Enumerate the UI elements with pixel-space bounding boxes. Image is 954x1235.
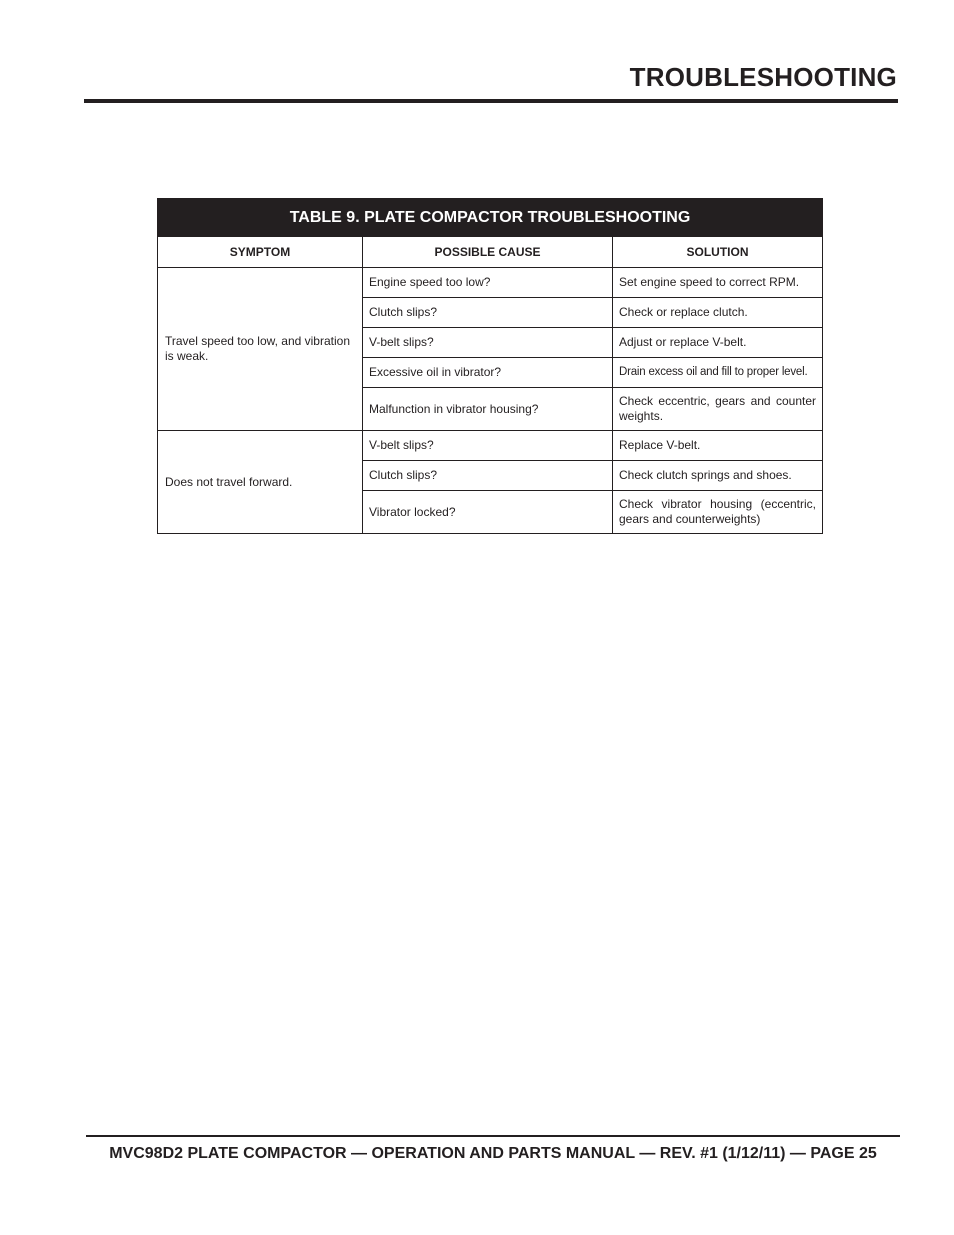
solution-cell: Check clutch springs and shoes. (613, 461, 823, 491)
cause-cell: Clutch slips? (363, 298, 613, 328)
cause-cell: Engine speed too low? (363, 268, 613, 298)
header-rule (84, 99, 898, 103)
troubleshooting-table-container (157, 198, 822, 534)
solution-cell: Check eccentric, gears and counter weights. (613, 388, 823, 431)
solution-cell: Drain excess oil and fill to proper level. (613, 358, 823, 388)
cause-cell: V-belt slips? (363, 328, 613, 358)
cause-cell: Clutch slips? (363, 461, 613, 491)
column-header-possible-cause: POSSIBLE CAUSE (363, 237, 613, 268)
cause-cell: Excessive oil in vibrator? (363, 358, 613, 388)
cause-cell: Malfunction in vibrator housing? (363, 388, 613, 431)
page-title: TROUBLESHOOTING (629, 62, 897, 92)
table-row (158, 431, 823, 461)
solution-cell: Adjust or replace V-belt. (613, 328, 823, 358)
solution-cell: Check vibrator housing (eccentric, gears and counterweights) (613, 491, 823, 534)
page-footer: MVC98D2 PLATE COMPACTOR — OPERATION AND PARTS MANUAL — REV. #1 (1/12/11) — PAGE 25 (109, 1145, 877, 1162)
cause-cell: Vibrator locked? (363, 491, 613, 534)
symptom-cell: Does not travel forward. (158, 431, 363, 534)
solution-cell: Check or replace clutch. (613, 298, 823, 328)
column-header-solution: SOLUTION (613, 237, 823, 268)
cause-cell: V-belt slips? (363, 431, 613, 461)
troubleshooting-table (157, 198, 823, 534)
solution-cell: Set engine speed to correct RPM. (613, 268, 823, 298)
column-header-symptom: SYMPTOM (158, 237, 363, 268)
footer-rule (86, 1135, 900, 1137)
solution-cell: Replace V-belt. (613, 431, 823, 461)
table-row (158, 268, 823, 298)
table-caption: TABLE 9. PLATE COMPACTOR TROUBLESHOOTING (158, 199, 823, 237)
symptom-cell: Travel speed too low, and vibration is weak. (158, 268, 363, 431)
